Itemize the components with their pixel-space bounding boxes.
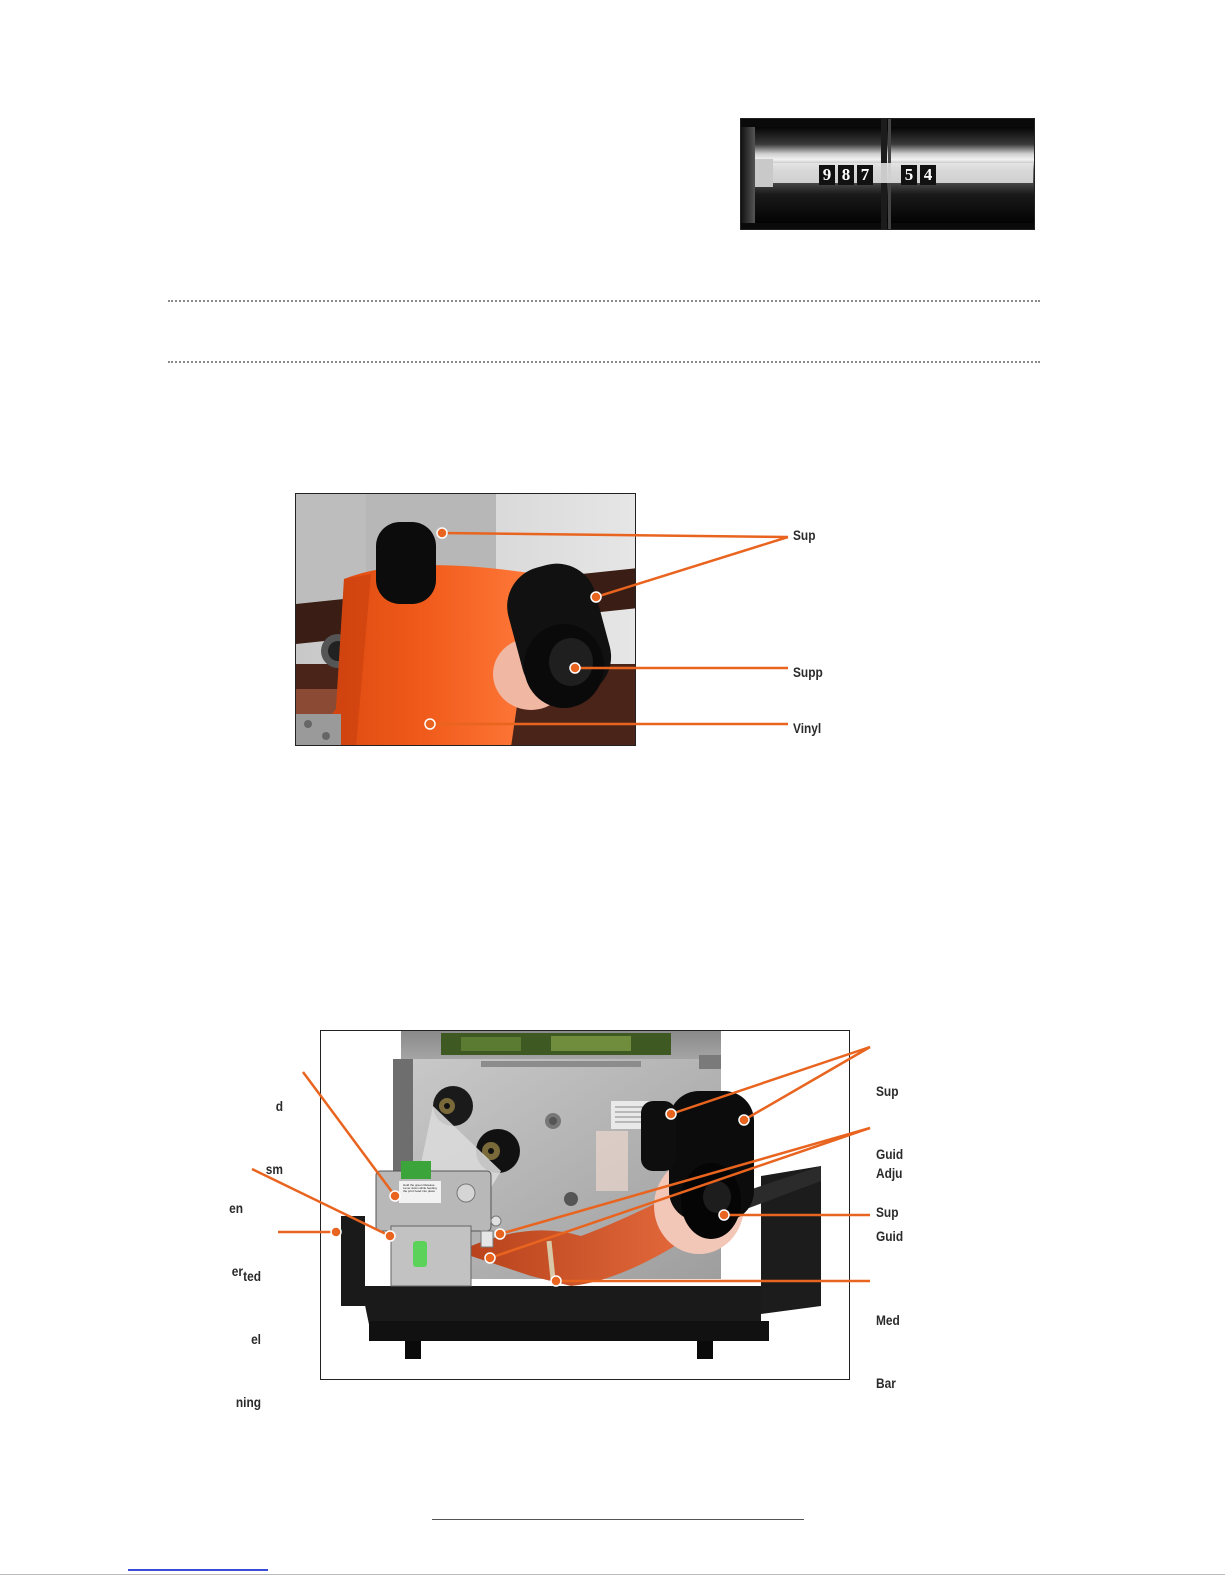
counter-digits-right <box>901 165 936 185</box>
label-line: Sup <box>876 1083 899 1099</box>
vinyl-supply-photo <box>295 493 636 746</box>
counter-digit: 5 <box>901 165 917 185</box>
printer-overview-photo <box>320 1030 850 1380</box>
counter-digit: 9 <box>819 165 835 185</box>
vinyl-label: Vinyl <box>793 720 822 736</box>
footer-rule <box>432 1519 804 1520</box>
label-line: el <box>251 1331 261 1347</box>
printer-overview-graphic <box>321 1031 850 1380</box>
counter-digits-left <box>819 165 873 185</box>
label-line: er <box>231 1263 243 1279</box>
label-line: ning <box>235 1394 261 1410</box>
counter-digit: 4 <box>920 165 936 185</box>
supply-spindle-label: Supp <box>793 664 823 680</box>
vinyl-supply-graphic <box>296 494 636 746</box>
label-line: en <box>229 1200 243 1216</box>
label-line: Guid <box>876 1146 904 1162</box>
page-bottom-rule <box>0 1574 1225 1575</box>
label-line: Guid <box>876 1228 904 1244</box>
section-divider-bottom <box>168 361 1040 363</box>
label-line: Med <box>876 1312 900 1328</box>
threading-label <box>190 1224 261 1434</box>
release-lever-decal: Hold the green Release Lever down while feeding the print head into place <box>403 1184 437 1193</box>
counter-photo-graphic <box>741 119 1035 230</box>
adjustable-guides-label <box>876 1121 903 1268</box>
supply-guides-label: Sup <box>793 527 816 543</box>
label-line: sm <box>265 1161 283 1177</box>
media-bar-label <box>876 1268 900 1415</box>
label-line: ted <box>243 1268 261 1284</box>
section-divider-top <box>168 300 1040 302</box>
label-line: Bar <box>876 1375 896 1391</box>
label-line: Adju <box>876 1165 903 1181</box>
supply-spindle-label: Sup <box>876 1204 899 1220</box>
label-line: d <box>275 1098 283 1114</box>
counter-digit: 8 <box>838 165 854 185</box>
counter-digit: 7 <box>857 165 873 185</box>
footer-link-underline[interactable] <box>128 1569 268 1571</box>
counter-photo <box>740 118 1035 230</box>
